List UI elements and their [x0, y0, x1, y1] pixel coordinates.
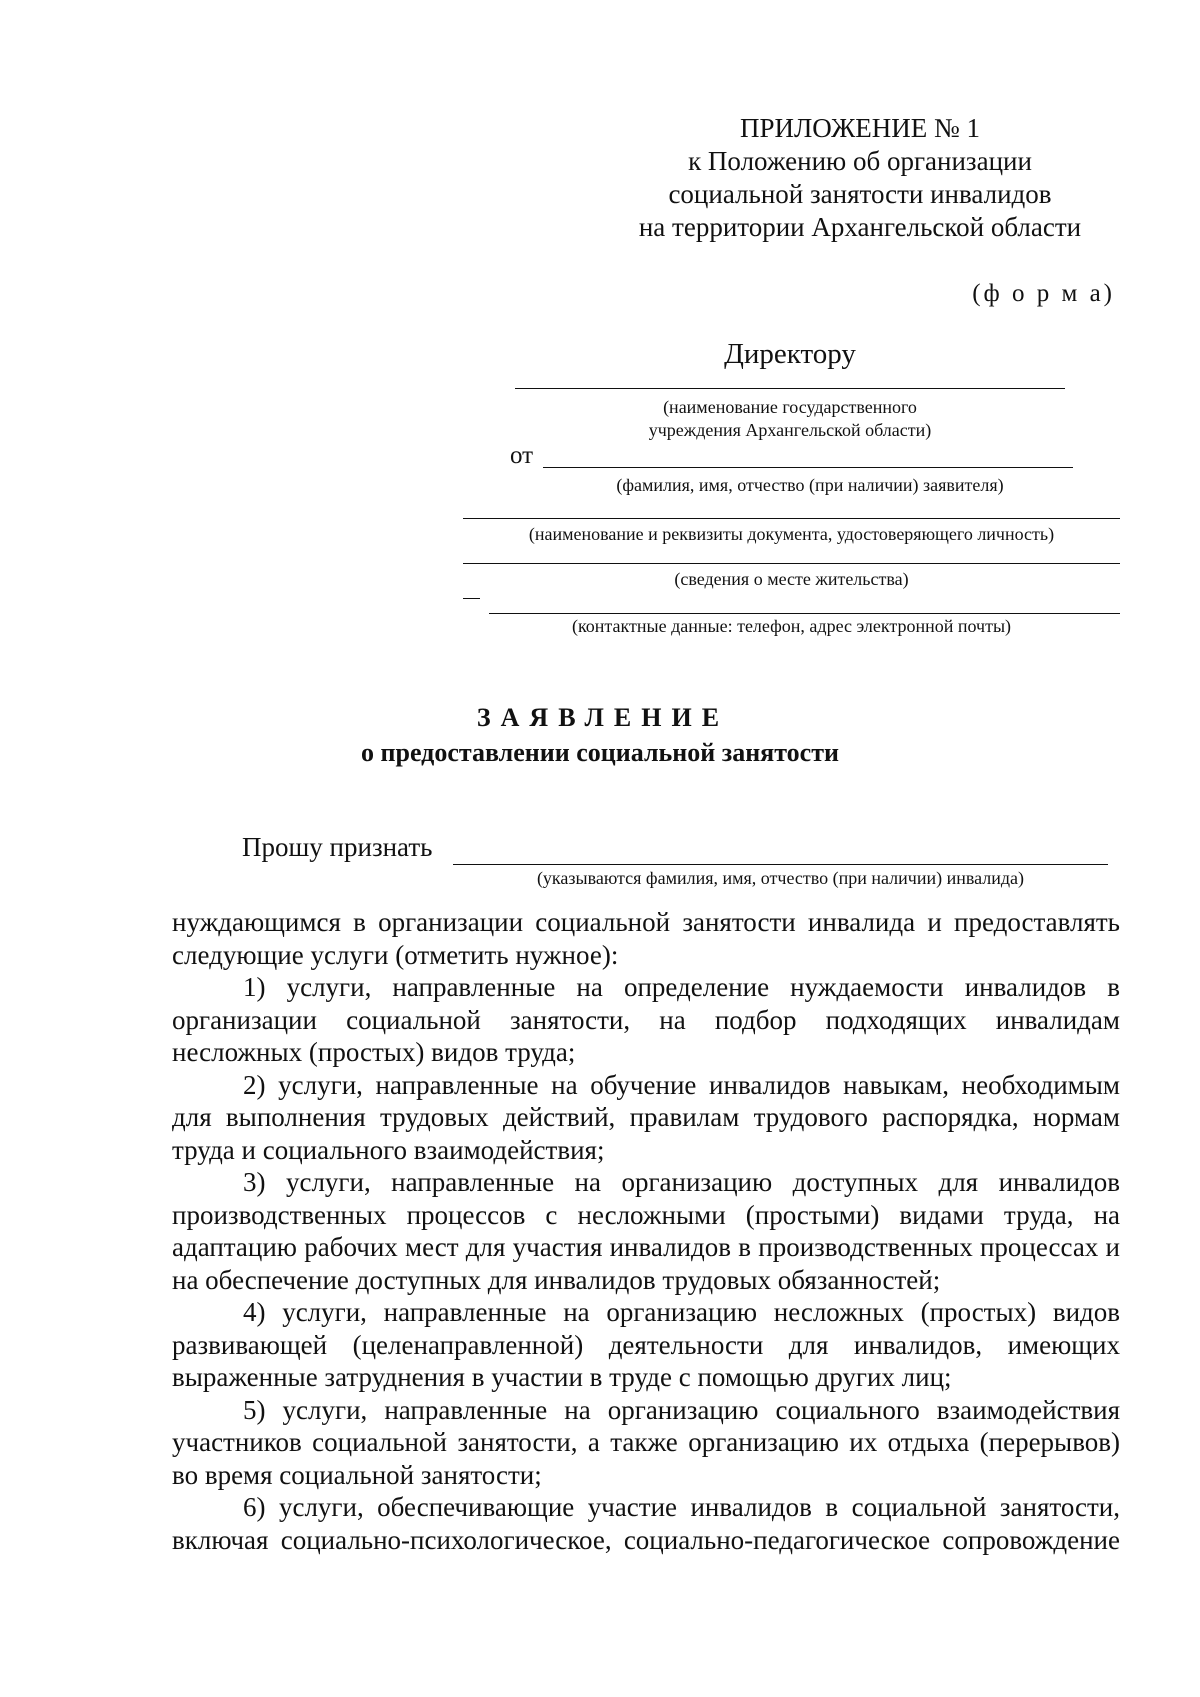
appendix-number: ПРИЛОЖЕНИЕ № 1 [739, 113, 981, 143]
services-intro: нуждающимся в организации социальной занятости инвалида и предоставлять следующие услуги (отметить нужное): [172, 907, 1120, 970]
appendix-reference-line-2: социальной занятости инвалидов [668, 179, 1052, 209]
institution-caption-2: учреждения Архангельской области) [648, 420, 932, 440]
service-item-1: 1) услуги, направленные на определение нуждаемости инвалидов в организации социальной занятости, на подбор подходящих инвалидам несложных (простых) видов труда; [172, 972, 1120, 1067]
residence-field[interactable] [463, 563, 1120, 564]
request-label: Прошу признать [242, 832, 433, 862]
residence-caption: (сведения о месте жительства) [674, 569, 909, 589]
service-item-5: 5) услуги, направленные на организацию социального взаимодействия участников социальной занятости, а также организацию их отдыха (перерывов) во время социальной занятости; [172, 1394, 1120, 1490]
appendix-reference-line-3: на территории Архангельской области [638, 212, 1082, 242]
service-item-3: 3) услуги, направленные на организацию доступных для инвалидов производственных процессов с несложными (простыми) видами труда, на адаптацию рабочих мест для участия инвалидов в производственных процессах и на обеспечение доступных для инвалидов трудовых обязанностей; [172, 1167, 1120, 1295]
contacts-field[interactable] [489, 613, 1120, 614]
id-document-field[interactable] [463, 518, 1120, 519]
service-item-2: 2) услуги, направленные на обучение инвалидов навыкам, необходимым для выполнения трудовых действий, правилам трудового распорядка, нормам труда и социального взаимодействия; [172, 1069, 1120, 1165]
id-document-caption: (наименование и реквизиты документа, удостоверяющего личность) [528, 524, 1055, 544]
contacts-caption: (контактные данные: телефон, адрес электронной почты) [571, 616, 1012, 636]
from-label: от [510, 442, 534, 469]
services-body [172, 906, 1120, 1556]
disabled-person-name-field[interactable] [453, 864, 1108, 865]
addressee-label: Директору [724, 338, 856, 370]
document-subtitle: о предоставлении социальной занятости [361, 738, 839, 767]
appendix-reference-line-1: к Положению об организации [688, 146, 1032, 176]
document-title: ЗАЯВЛЕНИЕ [476, 703, 730, 732]
disabled-person-caption: (указываются фамилия, имя, отчество (при наличии) инвалида) [536, 868, 1025, 888]
institution-caption-1: (наименование государственного [663, 397, 917, 417]
applicant-caption: (фамилия, имя, отчество (при наличии) заявителя) [616, 475, 1004, 495]
form-label: (ф о р м а) [972, 280, 1115, 307]
appendix-header [600, 112, 1120, 244]
institution-name-field[interactable] [515, 388, 1065, 389]
applicant-name-field[interactable] [543, 467, 1073, 468]
contacts-field-dash [463, 598, 480, 599]
service-item-4: 4) услуги, направленные на организацию несложных (простых) видов развивающей (целенаправленной) деятельности для инвалидов, имеющих выраженные затруднения в участии в труде с помощью других лиц; [172, 1297, 1120, 1392]
service-item-6: 6) услуги, обеспечивающие участие инвалидов в социальной занятости, включая социально-психологическое, социально-педагогическое сопровождение [172, 1492, 1120, 1555]
